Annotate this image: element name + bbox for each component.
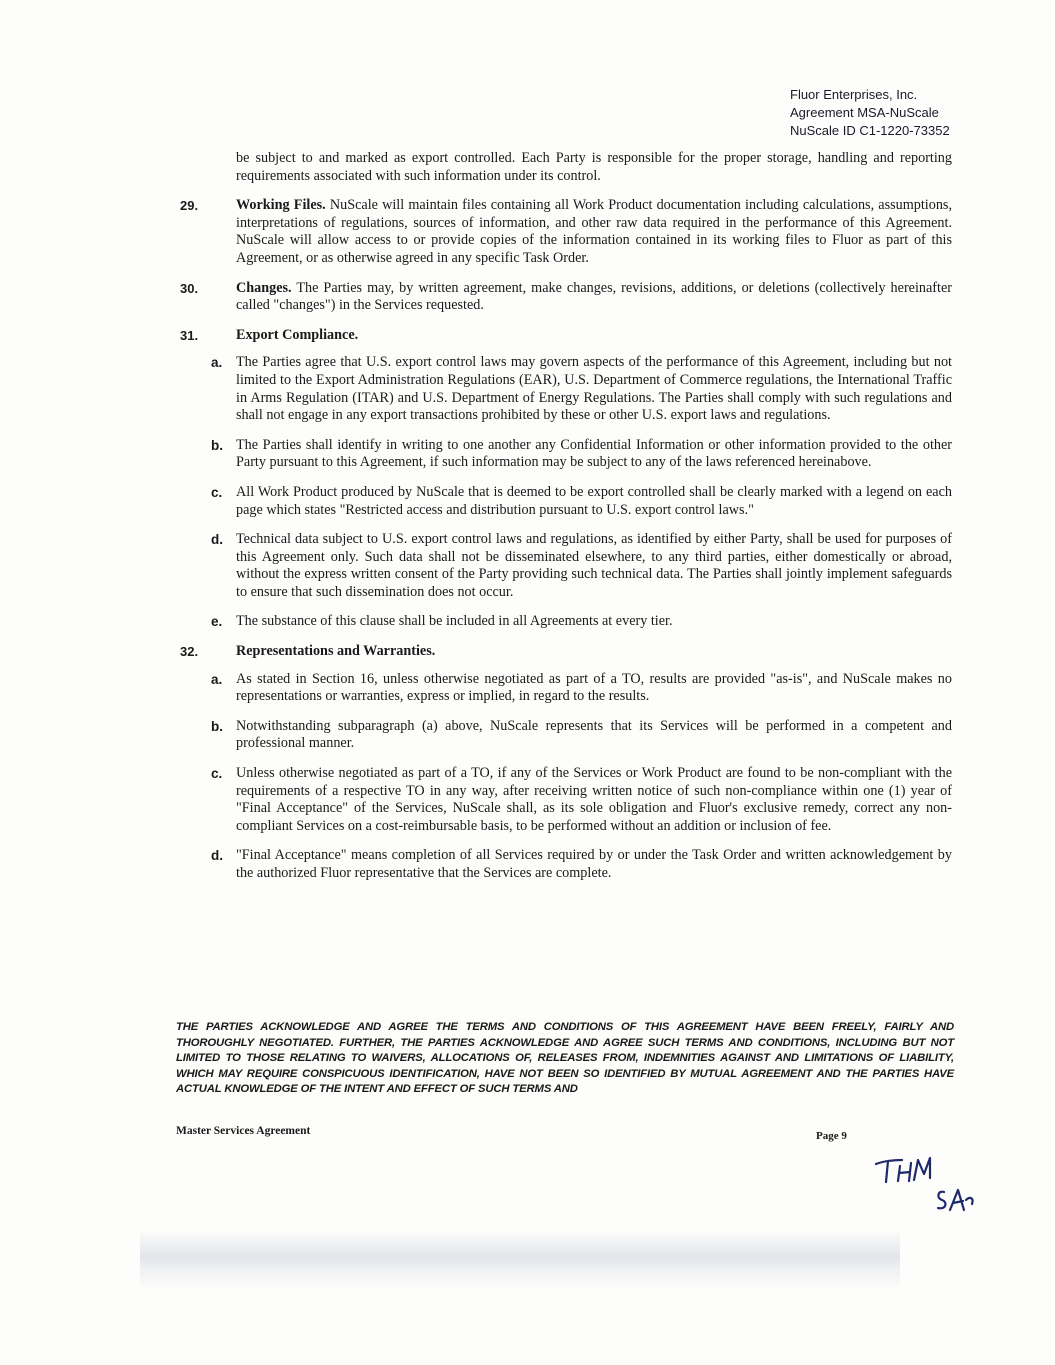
subitem-32b bbox=[211, 717, 952, 753]
scan-artifact bbox=[140, 1230, 900, 1290]
subitem-31e bbox=[211, 613, 952, 631]
subitem-text: As stated in Section 16, unless otherwise negotiated as part of a TO, results are provided "as-is", and NuScale makes no representations or warranties, express or implied, in regard to the results. bbox=[236, 670, 952, 705]
header-company: Fluor Enterprises, Inc. bbox=[790, 87, 918, 102]
section-number: 30. bbox=[180, 280, 199, 296]
subitem-32a bbox=[211, 670, 952, 706]
header-block bbox=[790, 86, 990, 140]
section-text: NuScale will maintain files containing all Work Product documentation including calculations, assumptions, interpretations of regulations, sources of information, and other raw data required in the performance of this Agreement. NuScale will allow access to or provide copies of the information contained in its working files to Fluor as part of this Agreement, or as otherwise agreed in any specific Task Order. bbox=[236, 197, 952, 266]
section-title: Working Files. bbox=[236, 197, 326, 214]
subitem-31b bbox=[211, 436, 952, 472]
section-29 bbox=[180, 197, 952, 267]
subitem-text: "Final Acceptance" means completion of all Services required by or under the Task Order and written acknowledgement by the authorized Fluor representative that the Services are complete. bbox=[236, 847, 952, 881]
section-title: Export Compliance. bbox=[236, 326, 359, 343]
subitem-text: The Parties shall identify in writing to one another any Confidential Information or other information provided to the other Party pursuant to this Agreement, if such information may be subject to any of the laws referenced hereinabove. bbox=[236, 436, 952, 471]
subitem-text: The Parties agree that U.S. export control laws may govern aspects of the performance of this Agreement, including but not limited to the Export Administration Regulations (EAR), U.S. Department of Commerce regulations, the International Traffic in Arms Regulation (ITAR) and U.S. Department of Energy Regulations. The Parties shall comply with such regulations and shall not engage in any export transactions prohibited by these or other U.S. export laws and regulations. bbox=[236, 354, 952, 424]
section-31 bbox=[180, 327, 952, 631]
section-30 bbox=[180, 280, 952, 315]
subitem-32d bbox=[211, 847, 952, 882]
subitem-31d bbox=[211, 531, 952, 601]
section-text: The Parties may, by written agreement, make changes, revisions, additions, or deletions (collectively hereinafter called "changes") in the Services requested. bbox=[236, 279, 952, 314]
handwritten-initials bbox=[870, 1148, 980, 1218]
header-id: NuScale ID C1-1220-73352 bbox=[790, 123, 950, 138]
subitem-letter: d. bbox=[211, 848, 223, 864]
section-32 bbox=[180, 643, 952, 883]
subitem-32c bbox=[211, 765, 952, 835]
section-number: 29. bbox=[180, 198, 199, 214]
acknowledgement-paragraph: THE PARTIES ACKNOWLEDGE AND AGREE THE TERMS AND CONDITIONS OF THIS AGREEMENT HAVE BEEN FREELY, FAIRLY AND THOROUGHLY NEGOTIATED. FURTHER, THE PARTIES ACKNOWLEDGE AND AGREE SUCH TERMS AND CONDITIONS, INCLUDING BUT NOT LIMITED TO THOSE RELATING TO WAIVERS, ALLOCATIONS OF, RELEASES FROM, INDEMNITIES AGAINST AND LIMITATIONS OF LIABILITY, WHICH MAY REQUIRE CONSPICUOUS IDENTIFICATION, HAVE NOT BEEN SO IDENTIFIED BY MUTUAL AGREEMENT AND THE PARTIES HAVE ACTUAL KNOWLEDGE OF THE INTENT AND EFFECT OF SUCH TERMS AND bbox=[176, 1021, 954, 1095]
subitem-letter: a. bbox=[211, 671, 223, 687]
section-title: Representations and Warranties. bbox=[236, 643, 436, 660]
subitem-text: The substance of this clause shall be included in all Agreements at every tier. bbox=[236, 613, 673, 630]
subitem-letter: c. bbox=[211, 766, 223, 782]
subitem-31a bbox=[211, 354, 952, 424]
subitem-31c bbox=[211, 483, 952, 519]
subitem-letter: c. bbox=[211, 484, 223, 500]
subitem-letter: e. bbox=[211, 614, 223, 630]
subitem-letter: b. bbox=[211, 718, 223, 734]
subitem-text: All Work Product produced by NuScale that is deemed to be export controlled shall be clearly marked with a legend on each page which states "Restricted access and distribution pursuant to U.S. export control laws." bbox=[236, 483, 952, 518]
subitem-text: Technical data subject to U.S. export control laws and regulations, as identified by either Party, shall be used for purposes of this Agreement only. Such data shall not be disseminated elsewhere, to any third parties, either domestically or abroad, without the express written consent of the Party providing such technical data. The Parties shall jointly implement safeguards to ensure that such dissemination does not occur. bbox=[236, 531, 952, 600]
subitem-letter: a. bbox=[211, 355, 223, 371]
initials-first bbox=[876, 1158, 930, 1182]
subitem-letter: b. bbox=[211, 437, 223, 453]
subitem-text: Notwithstanding subparagraph (a) above, NuScale represents that its Services will be performed in a competent and professional manner. bbox=[236, 717, 952, 752]
section-title: Changes. bbox=[236, 279, 292, 296]
header-agreement: Agreement MSA-NuScale bbox=[790, 105, 939, 120]
subitem-letter: d. bbox=[211, 532, 223, 548]
footer-page-number: Page 9 bbox=[816, 1130, 847, 1142]
subitem-text: Unless otherwise negotiated as part of a TO, if any of the Services or Work Product are found to be non-compliant with the requirements of a respective TO in any way, after receiving written notice of such non-compliance within one (1) year of "Final Acceptance" of the Services, NuScale shall, as its sole obligation and Fluor's exclusive remedy, correct any non-compliant Services on a cost-reimbursable basis, to be performed without an addition or inclusion of fee. bbox=[236, 765, 952, 834]
section-number: 31. bbox=[180, 327, 199, 343]
intro-paragraph: be subject to and marked as export controlled. Each Party is responsible for the proper storage, handling and reporting requirements associated with such information under its control. bbox=[236, 150, 952, 184]
section-number: 32. bbox=[180, 644, 199, 660]
document-body bbox=[180, 150, 952, 895]
footer-document-title: Master Services Agreement bbox=[176, 1125, 311, 1137]
initials-second bbox=[938, 1190, 973, 1210]
